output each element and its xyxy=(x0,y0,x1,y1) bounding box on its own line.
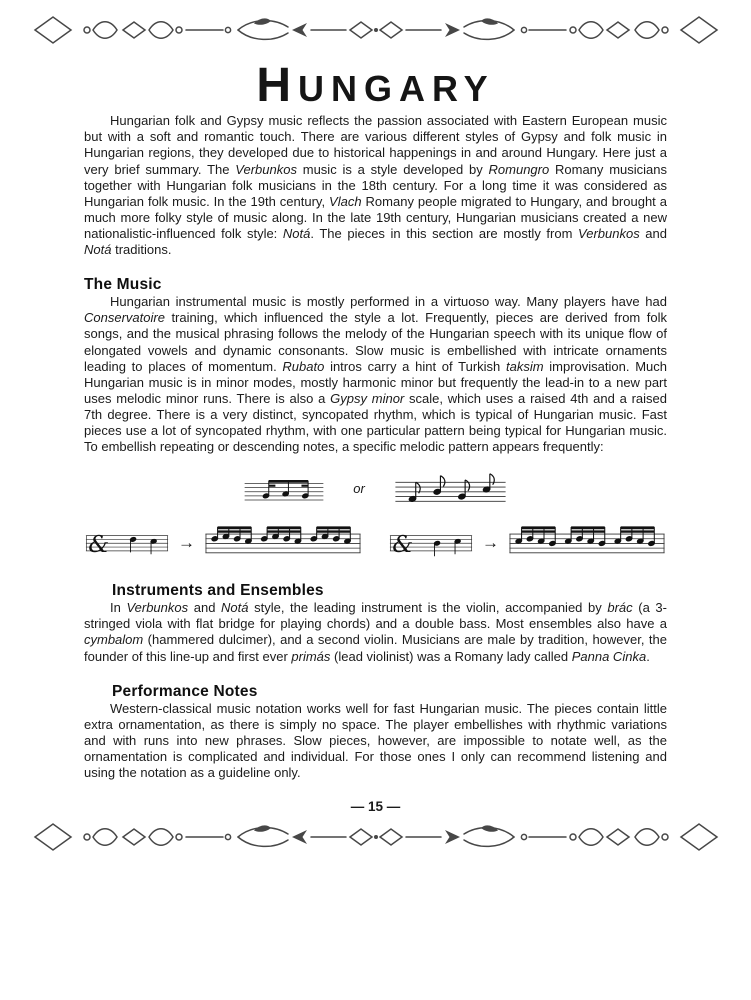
ornamental-border-bottom-icon xyxy=(26,819,726,855)
performance-paragraph: Western-classical music notation works well for fast Hungarian music. The pieces contain little extra ornamentation, as there is simply no space. The player embellishes with rhythmic variations and with runs into new phrases. Slow pieces, however, are impossible to notate well, as the ornamentation is complicated and individual. For those ones I only can recommend listening and using the notation as a guideline only. xyxy=(84,700,667,781)
melodic-example-2-embellished-icon xyxy=(507,521,667,564)
melodic-example-1 xyxy=(84,521,363,564)
arrow-icon: → xyxy=(178,533,195,553)
section-heading-instruments: Instruments and Ensembles xyxy=(112,582,324,600)
melodic-example-2-source-icon xyxy=(388,525,474,560)
arrow-icon: → xyxy=(482,533,499,553)
or-label: or xyxy=(353,480,365,496)
treble-clef-icon: & xyxy=(392,530,414,559)
melodic-example-1-source-icon xyxy=(84,525,170,560)
music-paragraph: Hungarian instrumental music is mostly performed in a virtuoso way. Many players have had Conservatoire training, which influenced the style a lot. Frequently, pieces are derived from folk songs, and the musical phrasing follows the melody of the Hungarian speech with its unique flow of elongated vowels and dynamic consonants. Slow music is embellished with intricate ornaments leading to places of momentum. Rubato intros carry a hint of Turkish taksim improvisation. Much Hungarian music is in minor modes, mostly harmonic minor but frequently the lead-in to a new part uses melodic minor runs. There is also a Gypsy minor scale, which uses a raised 4th and a raised 7th degree. There is a very distinct, syncopated rhythm, which is typical of Hungarian music. Fast pieces use a lot of syncopated rhythm, with one particular pattern being typical for Hungarian music. To embellish repeating or descending notes, a specific melodic pattern appears frequently: xyxy=(84,294,668,455)
rhythm-pattern-1-icon xyxy=(243,472,325,505)
page-content xyxy=(0,113,751,814)
page-title: HUNGARY xyxy=(256,59,495,112)
treble-clef-icon: & xyxy=(88,530,110,559)
page-number: — 15 — xyxy=(350,799,401,815)
instruments-paragraph: In Verbunkos and Notá style, the leading instrument is the violin, accompanied by brác (a 3-stringed viola with flat bridge for playing chords) and a double bass. Most ensembles also have a cymbalom (hammered dulcimer), and a second violin. Musicians are male by tradition, however, the founder of this line-up and first ever primás (lead violinist) was a Romany lady called Panna Cinka. xyxy=(84,600,667,664)
rhythm-pattern-2-icon xyxy=(393,469,508,507)
ornamental-border-top-icon xyxy=(26,12,726,48)
rhythm-pattern-examples xyxy=(84,469,667,507)
melodic-example-2 xyxy=(388,521,667,564)
section-heading-the-music: The Music xyxy=(84,276,162,294)
melodic-pattern-examples xyxy=(84,521,667,564)
intro-paragraph: Hungarian folk and Gypsy music reflects the passion associated with Eastern European music but with a soft and romantic touch. There are various different styles of Gypsy and folk music in Hungarian regions, they developed due to historical happenings in and around Hungary. Here just a very brief summary. The Verbunkos music is a style developed by Romungro Romany musicians together with Hungarian folk musicians in the 18th century. For a long time it was considered as Hungarian folk music. In the 19th century, Vlach Romany people migrated to Hungary, and brought a much more folky style of music along. In the late 19th century, Hungarian musicians created a new nationalistic-influenced folk style: Notá. The pieces in this section are mostly from Verbunkos and Notá traditions. xyxy=(84,113,668,258)
section-heading-performance: Performance Notes xyxy=(112,682,258,700)
melodic-example-1-embellished-icon xyxy=(203,521,363,564)
